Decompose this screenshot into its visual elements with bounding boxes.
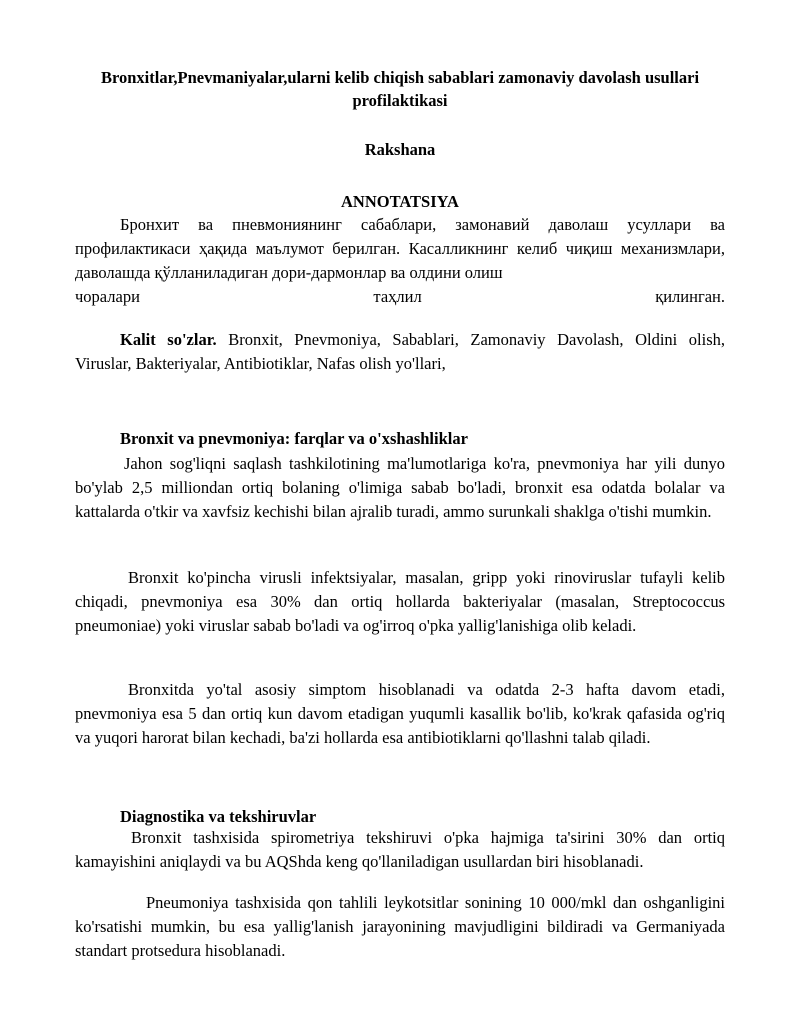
section1-paragraph-2-text: Bronxit ko'pincha virusli infektsiyalar, masalan, gripp yoki rinoviruslar tufayli kelib chiqadi, pnevmoniya esa 30% dan ortiq hollarda bakteriyalar (masalan, Streptococcus pneumoniae) yoki viruslar sabab bo'ladi va og'irroq o'pka yallig'lanishiga olib keladi. <box>75 568 725 635</box>
author-name: Rakshana <box>364 140 436 159</box>
section1-paragraph-2 <box>75 566 725 638</box>
section2-paragraph-2-text: Pneumoniya tashxisida qon tahlili leykotsitlar sonining 10 000/mkl dan oshganligini ko'rsatishi mumkin, bu esa yallig'lanish jarayonining mavjudligini bildiradi va Germaniyada standart protsedura hisoblanadi. <box>75 893 725 960</box>
section1-paragraph-3-text: Bronxitda yo'tal asosiy simptom hisoblanadi va odatda 2-3 hafta davom etadi, pnevmoniya esa 5 dan ortiq kun davom etadigan yuqumli kasallik bo'lib, ko'krak qafasida og'riq va yuqori harorat bilan kechadi, ba'zi hollarda esa antibiotiklarni qo'llashni talab qiladi. <box>75 680 725 747</box>
annotation-text <box>75 213 725 285</box>
keywords-label: Kalit so'zlar. <box>120 330 217 349</box>
annotation-text-main: Бронхит ва пневмониянинг сабаблари, замонавий даволаш усуллари ва профилактикаси ҳақида маълумот берилган. Касалликнинг келиб чиқиш механизмлари, даволашда қўлланиладиган дори-дармонлар ва олдини олиш <box>75 215 725 282</box>
section-heading-bronxit-pnevmoniya: Bronxit va pnevmoniya: farqlar va o'xshashliklar <box>120 429 468 448</box>
section1-paragraph-1-text: Jahon sog'liqni saqlash tashkilotining ma'lumotlariga ko'ra, pnevmoniya har yili dunyo bo'ylab 2,5 milliondan ortiq bolaning o'limiga sabab bo'ladi, bronxit esa odatda bolalar va kattalarda o'tkir va xavfsiz kechishi bilan ajralib turadi, ammo surunkali shaklga o'tishi mumkin. <box>75 454 725 521</box>
section-heading-diagnostika: Diagnostika va tekshiruvlar <box>120 807 317 826</box>
document-title: Bronxitlar,Pnevmaniyalar,ularni kelib chiqish sabablari zamonaviy davolash usullari profilaktikasi <box>100 68 700 110</box>
section2-paragraph-1 <box>75 826 725 874</box>
section2-paragraph-1-text: Bronxit tashxisida spirometriya tekshiruvi o'pka hajmiga ta'sirini 30% dan ortiq kamayishini aniqlaydi va bu AQShda keng qo'llaniladigan usullardan biri hisoblanadi. <box>75 828 725 871</box>
keywords-paragraph <box>75 328 725 376</box>
section1-paragraph-3 <box>75 678 725 750</box>
annotation-heading: ANNOTATSIYA <box>341 192 459 211</box>
section2-paragraph-2 <box>75 891 725 963</box>
annotation-text-last-line: чоралари таҳлил қилинган. <box>75 287 725 306</box>
keywords-text: Bronxit, Pnevmoniya, Sabablari, Zamonaviy Davolash, Oldini olish, Viruslar, Bakteriyalar, Antibiotiklar, Nafas olish yo'llari, <box>75 330 725 373</box>
section1-paragraph-1 <box>75 452 725 524</box>
